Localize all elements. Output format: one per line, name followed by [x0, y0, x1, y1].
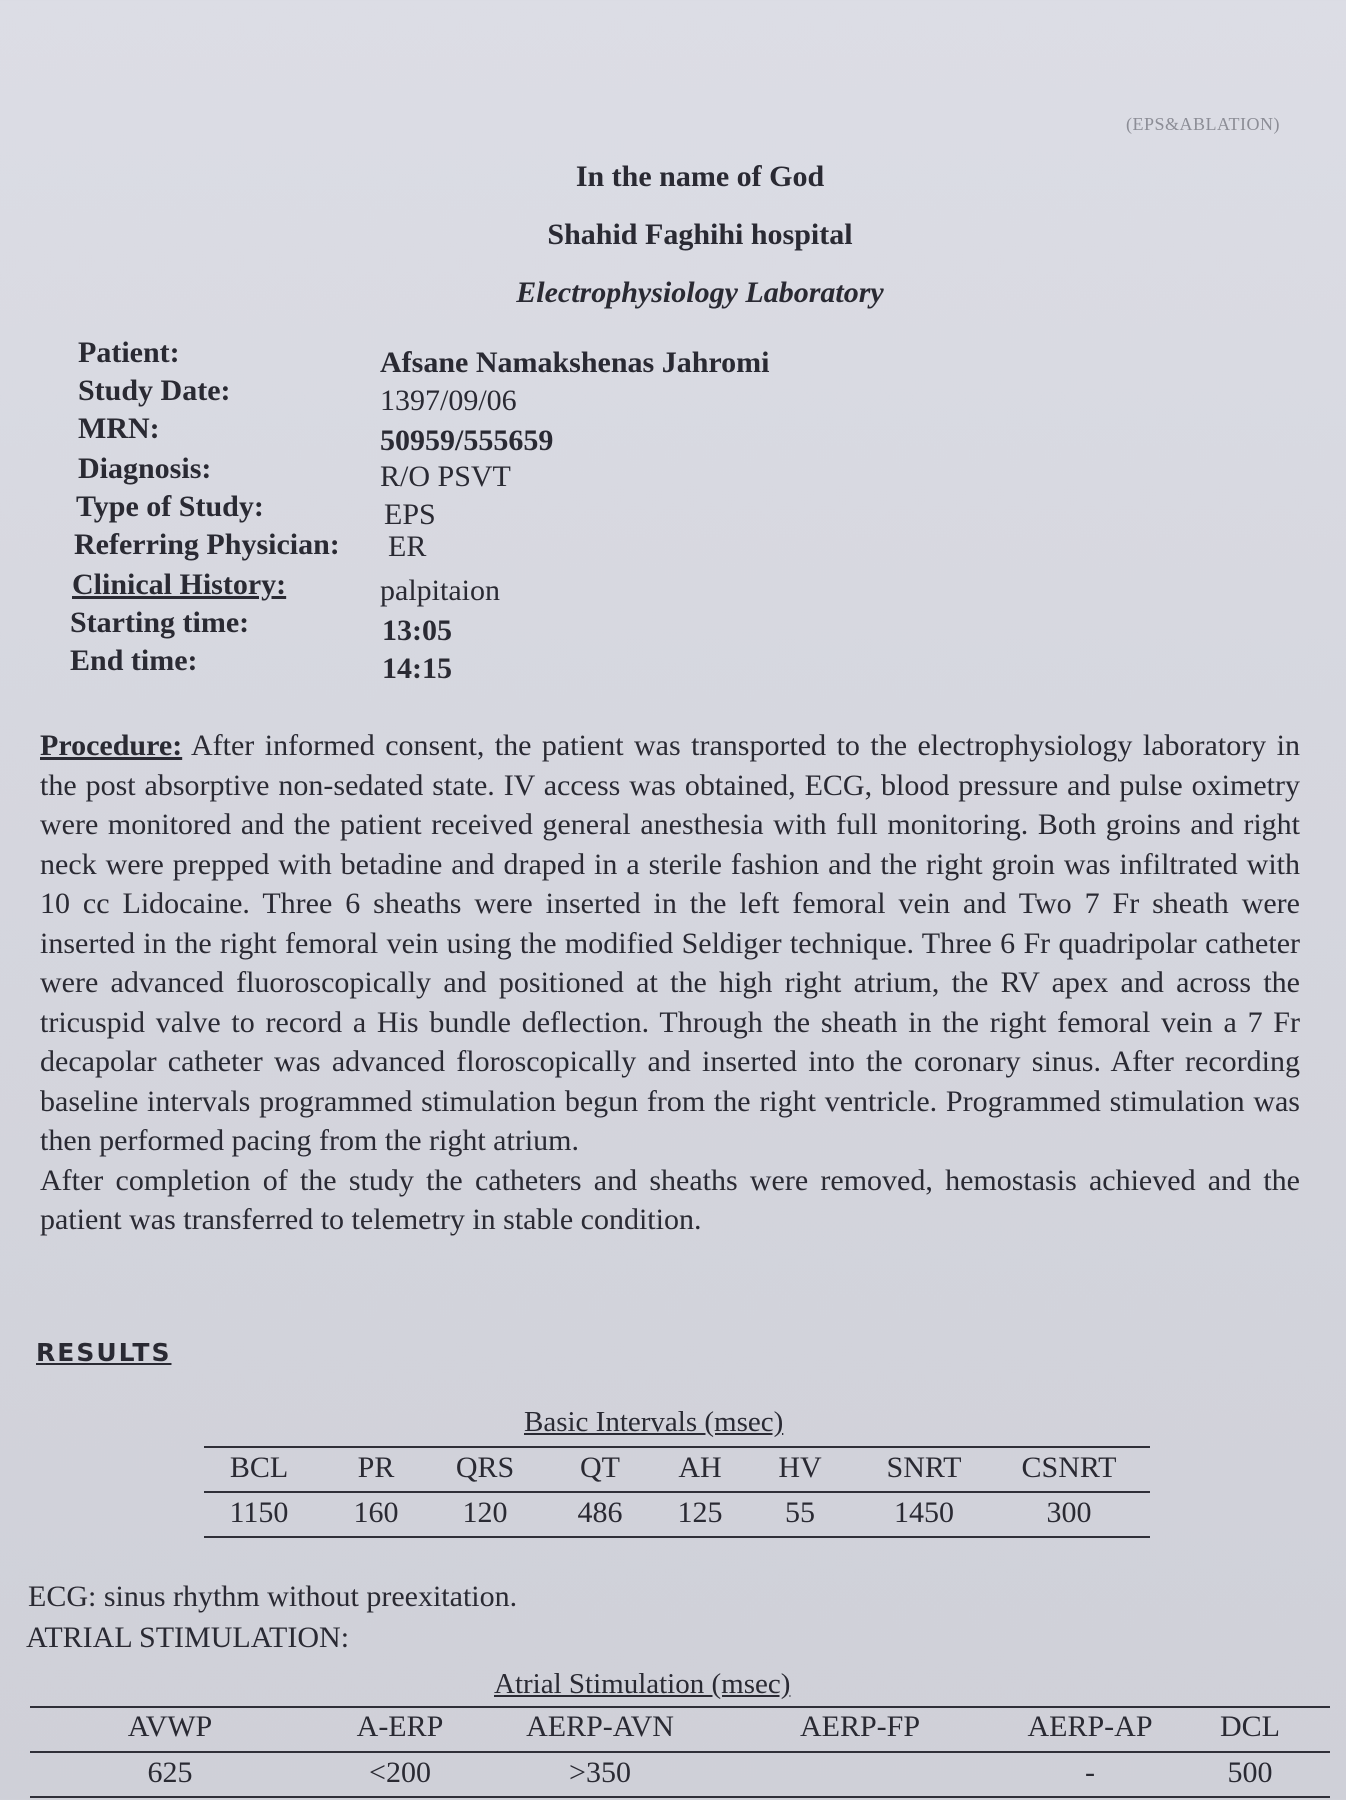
- atrial-rule-bottom: [30, 1796, 1330, 1798]
- clinical-history-value: palpitaion: [380, 574, 500, 607]
- procedure-label: Procedure:: [40, 729, 183, 762]
- value-aerp-avn: >350: [569, 1756, 631, 1789]
- header-hv: HV: [778, 1451, 822, 1484]
- end-time-label: End time:: [70, 644, 198, 677]
- ecg-line: ECG: sinus rhythm without preexitation.: [28, 1580, 518, 1613]
- atrial-stimulation-title: Atrial Stimulation (msec): [494, 1668, 791, 1700]
- hospital-name: Shahid Faghihi hospital: [547, 218, 853, 251]
- atrial-rule-top: [30, 1706, 1330, 1708]
- value-aerp-ap: -: [1085, 1756, 1095, 1789]
- value-avwp: 625: [147, 1756, 193, 1789]
- value-dcl: 500: [1227, 1756, 1273, 1789]
- header-csnrt: CSNRT: [1021, 1451, 1117, 1484]
- basic-intervals-title: Basic Intervals (msec): [524, 1406, 784, 1438]
- value-hv: 55: [785, 1496, 815, 1529]
- atrial-rule-mid: [30, 1751, 1330, 1753]
- header-pr: PR: [357, 1451, 395, 1484]
- header-qrs: QRS: [455, 1451, 515, 1484]
- referring-physician-value: ER: [388, 530, 427, 563]
- referring-physician-label: Referring Physician:: [74, 528, 340, 561]
- diagnosis-label: Diagnosis:: [78, 452, 212, 485]
- value-ah: 125: [677, 1496, 723, 1529]
- type-of-study-label: Type of Study:: [76, 490, 264, 523]
- atrial-stimulation-heading: ATRIAL STIMULATION:: [26, 1621, 350, 1654]
- header-aerp-avn: AERP-AVN: [526, 1710, 674, 1743]
- value-csnrt: 300: [1046, 1496, 1092, 1529]
- type-of-study-value: EPS: [384, 498, 436, 531]
- patient-label: Patient:: [78, 336, 180, 369]
- value-qrs: 120: [462, 1496, 508, 1529]
- procedure-section: [40, 726, 1300, 1240]
- value-a-erp: <200: [369, 1756, 431, 1789]
- end-time-value: 14:15: [382, 652, 452, 685]
- patient-value: Afsane Namakshenas Jahromi: [380, 346, 770, 379]
- starting-time-value: 13:05: [382, 614, 452, 647]
- clinical-history-label: Clinical History:: [72, 568, 287, 601]
- value-pr: 160: [353, 1496, 399, 1529]
- study-type-tag: (EPS&ABLATION): [1126, 114, 1280, 134]
- diagnosis-value: R/O PSVT: [380, 460, 511, 493]
- table-rule-bottom: [204, 1536, 1150, 1538]
- value-qt: 486: [577, 1496, 623, 1529]
- results-heading: RESULTS: [36, 1338, 172, 1367]
- header-aerp-fp: AERP-FP: [799, 1710, 921, 1743]
- procedure-completion-text: After completion of the study the catheters and sheaths were removed, hemostasis achieved and the patient was transferred to telemetry in stable condition.: [40, 1163, 1300, 1236]
- procedure-text: After informed consent, the patient was transported to the electrophysiology laboratory in the post absorptive non-sedated state. IV access was obtained, ECG, blood pressure and pulse oximetry were monitored and the patient received general anesthesia with full monitoring. Both groins and right neck were prepped with betadine and draped in a sterile fashion and the right groin was infiltrated with 10 cc Lidocaine. Three 6 sheaths were inserted in the left femoral vein and Two 7 Fr sheath were inserted in the right femoral vein using the modified Seldiger technique. Three 6 Fr quadripolar catheter were advanced fluoroscopically and positioned at the high right atrium, the RV apex and across the tricuspid valve to record a His bundle deflection. Through the sheath in the right femoral vein a 7 Fr decapolar catheter was advanced floroscopically and inserted into the coronary sinus. After recording baseline intervals programmed stimulation begun from the right ventricle. Programmed stimulation was then performed pacing from the right atrium.: [40, 729, 1300, 1157]
- mrn-value: 50959/555659: [380, 424, 554, 457]
- header-invocation: In the name of God: [575, 160, 825, 193]
- starting-time-label: Starting time:: [70, 606, 250, 639]
- table-rule-mid: [204, 1491, 1150, 1493]
- header-qt: QT: [580, 1451, 620, 1484]
- study-date-value: 1397/09/06: [380, 384, 517, 417]
- mrn-label: MRN:: [78, 412, 160, 445]
- value-bcl: 1150: [229, 1496, 289, 1529]
- header-aerp-ap: AERP-AP: [1027, 1710, 1153, 1743]
- header-dcl: DCL: [1220, 1710, 1280, 1743]
- header-snrt: SNRT: [886, 1451, 962, 1484]
- table-rule-top: [204, 1446, 1150, 1448]
- header-ah: AH: [678, 1451, 722, 1484]
- study-date-label: Study Date:: [78, 374, 231, 407]
- header-a-erp: A-ERP: [356, 1710, 444, 1743]
- value-snrt: 1450: [894, 1496, 954, 1529]
- header-bcl: BCL: [229, 1451, 289, 1484]
- lab-name: Electrophysiology Laboratory: [516, 276, 884, 309]
- header-avwp: AVWP: [127, 1710, 213, 1743]
